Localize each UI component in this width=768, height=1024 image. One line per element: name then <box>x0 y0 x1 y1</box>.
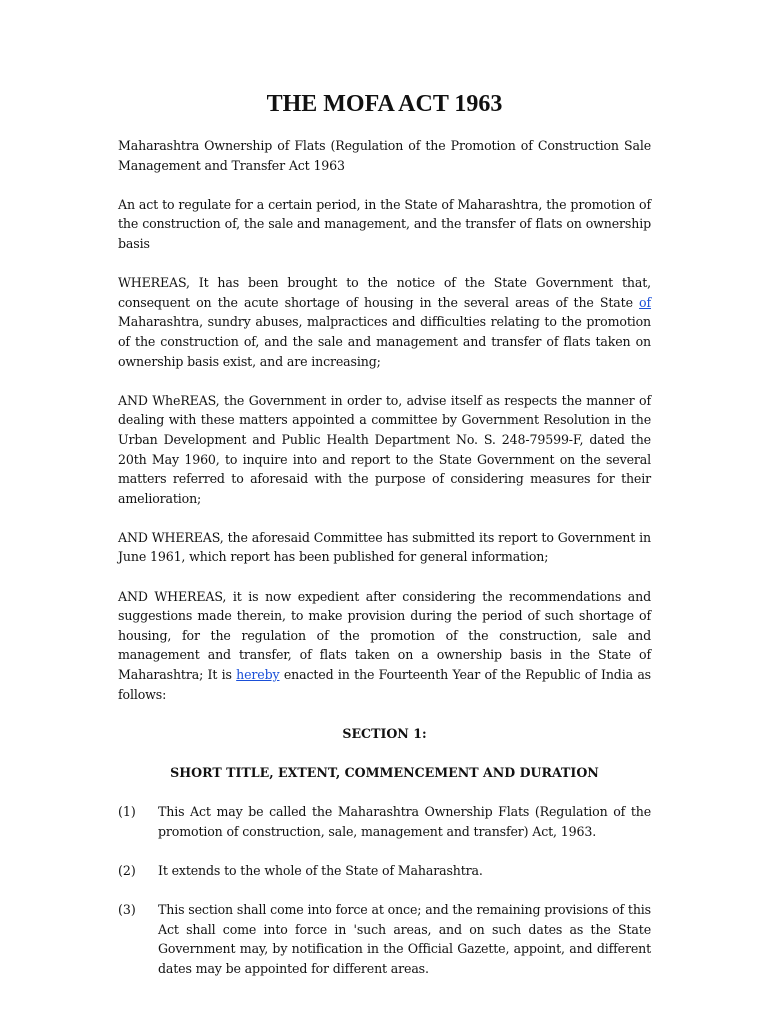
whereas-paragraph-4 <box>118 587 651 705</box>
section-title: SHORT TITLE, EXTENT, COMMENCEMENT AND DURATION <box>170 765 599 780</box>
whereas-paragraph-1 <box>118 273 651 371</box>
whereas-1-text-before: WHEREAS, It has been brought to the notice of the State Government that, consequent on the acute shortage of housing in the several areas of the State <box>118 275 651 310</box>
list-item <box>118 861 651 881</box>
item-number: (1) <box>118 804 136 820</box>
act-full-name: Maharashtra Ownership of Flats (Regulation of the Promotion of Construction Sale Management and Transfer Act 1963 <box>118 138 651 173</box>
whereas-paragraph-3: AND WHEREAS, the aforesaid Committee has submitted its report to Government in June 1961, which report has been published for general information; <box>118 529 651 565</box>
item-number: (2) <box>118 862 136 878</box>
item-text: This section shall come into force at once; and the remaining provisions of this Act shall come into force in 'such areas, and on such dates as the State Government may, by notification in the Official Gazette, appoint, and different dates may be appointed for different areas. <box>158 902 651 976</box>
whereas-paragraph-2: AND WheREAS, the Government in order to, advise itself as respects the manner of dealing with these matters appointed a committee by Government Resolution in the Urban Development and Public Health Department No. S. 248-79599-F, dated the 20th May 1960, to inquire into and report to the State Government on the several matters referred to aforesaid with the purpose of considering measures for their amelioration; <box>118 392 651 506</box>
act-intro-paragraph: An act to regulate for a certain period, in the State of Maharashtra, the promotion of the construction of, the sale and management, and the transfer of flats on ownership basis <box>118 196 651 251</box>
item-text: It extends to the whole of the State of Maharashtra. <box>158 862 483 878</box>
whereas-1-text-after: Maharashtra, sundry abuses, malpractices and difficulties relating to the promotion of the construction of, and the sale and management and transfer of flats taken on ownership basis exist, and are increasing; <box>118 314 651 369</box>
item-number: (3) <box>118 902 136 918</box>
whereas-4-text-before: AND WHEREAS, it is now expedient after considering the recommendations and suggestions made therein, to make provision during the period of such shortage of housing, for the regulation of the promotion of the construction, sale and management and transfer, of flats taken on a ownership basis in the State of Maharashtra; It is <box>118 588 651 683</box>
list-item <box>118 900 651 978</box>
list-item <box>118 802 651 841</box>
link-of[interactable]: of <box>639 294 651 310</box>
whereas-4-text-after: enacted in the Fourteenth Year of the Republic of India as follows: <box>118 667 651 702</box>
section-heading: SECTION 1: <box>342 725 427 741</box>
document-title: THE MOFA ACT 1963 <box>266 91 503 117</box>
item-text: This Act may be called the Maharashtra Ownership Flats (Regulation of the promotion of construction, sale, management and transfer) Act, 1963. <box>158 804 651 839</box>
document-page <box>118 88 651 998</box>
link-hereby[interactable]: hereby <box>236 667 280 683</box>
